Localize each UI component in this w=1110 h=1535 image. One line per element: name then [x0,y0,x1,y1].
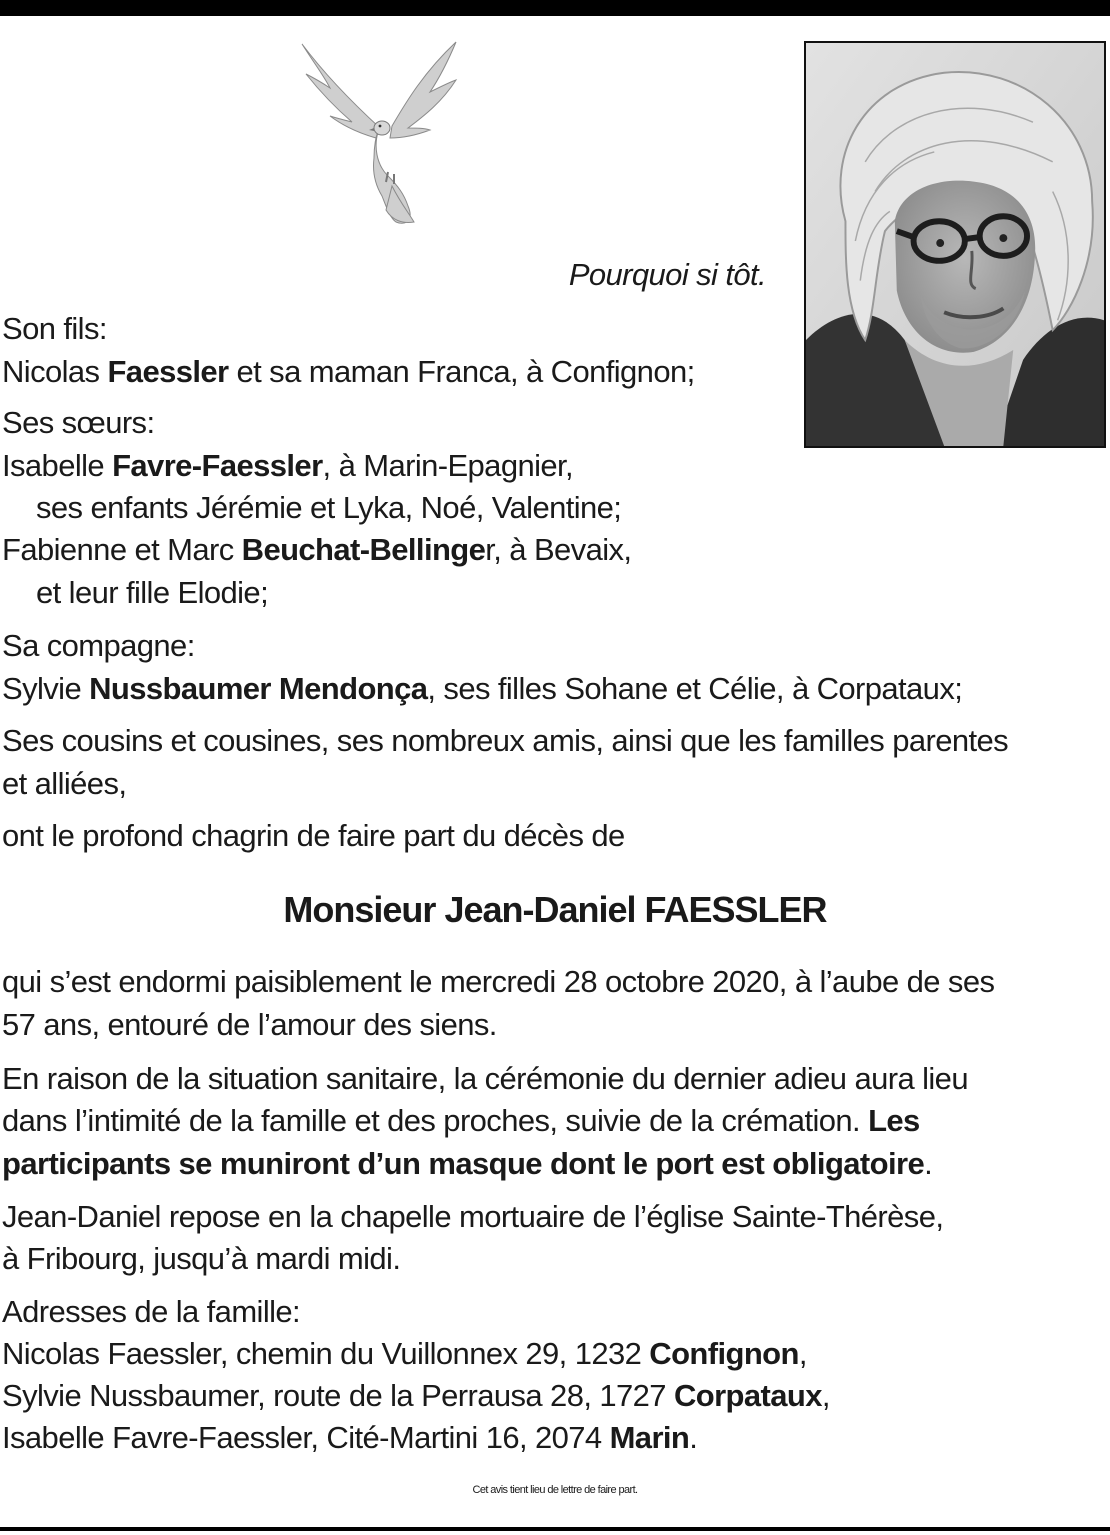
address-item: Sylvie Nussbaumer, route de la Perrausa 28, 1727 Corpataux, [2,1378,830,1413]
ceremony-line-3: participants se muniront d’un masque dont le port est obligatoire. [2,1146,933,1181]
sister1-surname: Favre-Faessler [112,448,323,483]
deceased-name: Monsieur Jean-Daniel FAESSLER [283,889,827,930]
sister2-surname: Beuchat-Bellinge [241,532,486,567]
rest-line-2: à Fribourg, jusqu’à mardi midi. [2,1241,401,1276]
mask-notice: participants se muniront d’un masque dont le port est obligatoire [2,1146,925,1181]
address-item: Isabelle Favre-Faessler, Cité-Martini 16, 2074 Marin. [2,1420,698,1455]
sister1-line: Isabelle Favre-Faessler, à Marin-Epagnier, [2,448,574,483]
partner-heading: Sa compagne: [2,628,195,663]
death-line-1: qui s’est endormi paisiblement le mercredi 28 octobre 2020, à l’aube de ses [2,964,995,999]
sister1-children: ses enfants Jérémie et Lyka, Noé, Valentine; [36,490,622,525]
sister2-children: et leur fille Elodie; [36,575,269,610]
motto: Pourquoi si tôt. [568,257,766,292]
son-line: Nicolas Faessler et sa maman Franca, à Confignon; [2,354,695,389]
portrait-photo [804,41,1106,448]
cousins-line-2: et alliées, [2,766,127,801]
top-border [0,0,1110,16]
cousins-line-1: Ses cousins et cousines, ses nombreux amis, ainsi que les familles parentes [2,723,1009,758]
sisters-heading: Ses sœurs: [2,405,155,440]
announcement: ont le profond chagrin de faire part du décès de [2,818,625,853]
death-line-2: 57 ans, entouré de l’amour des siens. [2,1007,497,1042]
partner-line: Sylvie Nussbaumer Mendonça, ses filles Sohane et Célie, à Corpataux; [2,671,963,706]
partner-surname: Nussbaumer Mendonça [89,671,428,706]
addresses-heading: Adresses de la famille: [2,1294,301,1329]
sister2-line: Fabienne et Marc Beuchat-Bellinger, à Bevaix, [2,532,632,567]
bottom-border [0,1527,1110,1531]
rest-line-1: Jean-Daniel repose en la chapelle mortuaire de l’église Sainte-Thérèse, [2,1199,944,1234]
son-surname: Faessler [107,354,229,389]
address-item: Nicolas Faessler, chemin du Vuillonnex 29, 1232 Confignon, [2,1336,807,1371]
ceremony-line-2: dans l’intimité de la famille et des proches, suivie de la crémation. Les [2,1103,920,1138]
dove-image [296,36,462,228]
son-heading: Son fils: [2,311,107,346]
closing-note: Cet avis tient lieu de lettre de faire part. [472,1484,638,1496]
ceremony-line-1: En raison de la situation sanitaire, la cérémonie du dernier adieu aura lieu [2,1061,968,1096]
